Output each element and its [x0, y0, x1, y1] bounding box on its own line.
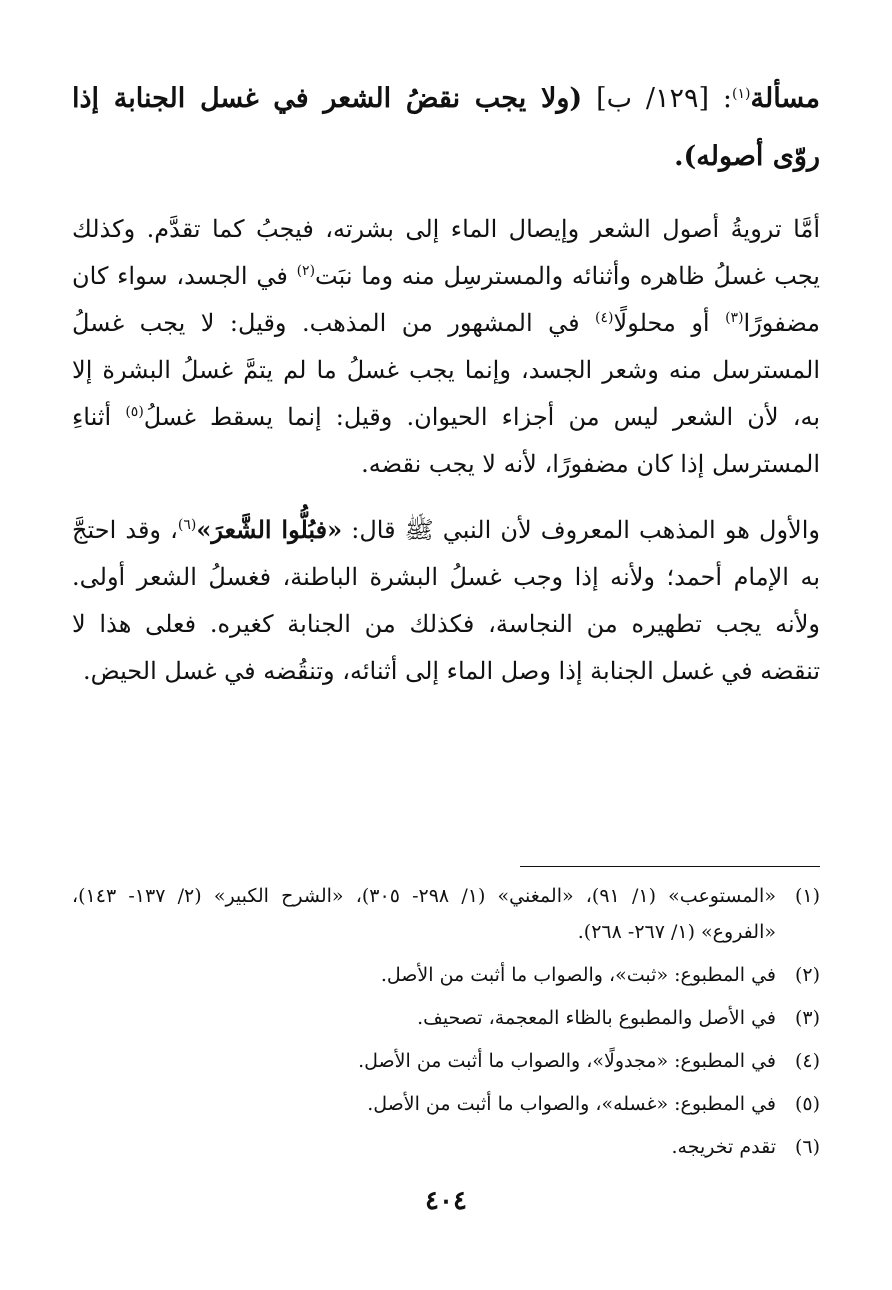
hadith-quote: «فبُلُّوا الشَّعرَ»	[196, 515, 343, 544]
paragraph-2-text-a: والأول هو المذهب المعروف لأن النبي ﷺ قال:	[351, 516, 820, 544]
footnote-item	[72, 878, 820, 950]
issue-label: مسألة	[750, 83, 820, 114]
footnote-number: (٣)	[794, 1007, 820, 1029]
main-text	[72, 70, 820, 713]
footnote-item	[72, 1043, 820, 1079]
paragraph-1-text-b: في الجسد، سواء كان مضفورًا	[72, 262, 820, 337]
footnote-text: في المطبوع: «مجدولًا»، والصواب ما أثبت من الأصل.	[358, 1050, 776, 1072]
footnote-item	[72, 1129, 820, 1165]
paragraph-1-text-c: أو محلولًا	[613, 309, 710, 337]
issue-text: (ولا يجب نقضُ الشعر في غسل الجنابة إذا روّى أصوله).	[72, 83, 820, 172]
footnote-ref-5: (٥)	[125, 404, 144, 420]
footnote-item	[72, 1086, 820, 1122]
footnote-ref-4: (٤)	[595, 310, 614, 326]
paragraph-1-text-a: أمَّا ترويةُ أصول الشعر وإيصال الماء إلى بشرته، فيجبُ كما تقدَّم. وكذلك يجب غسلُ ظاهره وأثنائه والمسترسِل منه وما نبَت	[72, 215, 820, 290]
paragraph-1-text-e: أثناءِ المسترسل إذا كان مضفورًا، لأنه لا يجب نقضه.	[72, 403, 820, 478]
footnote-number: (١)	[794, 885, 820, 907]
issue-heading	[72, 70, 820, 186]
footnote-separator	[520, 866, 820, 867]
footnote-item	[72, 957, 820, 993]
footnote-ref-1: (١)	[732, 86, 751, 102]
manuscript-ref: : [١٢٩/ ب]	[596, 83, 733, 114]
footnote-text: في المطبوع: «غسله»، والصواب ما أثبت من الأصل.	[367, 1093, 776, 1115]
footnote-text: في المطبوع: «ثبت»، والصواب ما أثبت من الأصل.	[380, 964, 776, 986]
footnote-number: (٢)	[794, 964, 820, 986]
footnote-number: (٦)	[794, 1136, 820, 1158]
paragraph-2-text-b: ، وقد احتجَّ به الإمام أحمد؛ ولأنه إذا وجب غسلُ البشرة الباطنة، فغسلُ الشعر أولى. ولأنه يجب تطهيره من النجاسة، فكذلك من الجنابة كغيره. فعلى هذا لا تنقضه في غسل الجنابة إذا وصل الماء إلى أثنائه، وتنقُضه في غسل الحيض.	[72, 516, 820, 685]
page-number: ٤٠٤	[425, 1186, 467, 1216]
paragraph-2	[72, 506, 820, 695]
footnote-text: في الأصل والمطبوع بالظاء المعجمة، تصحيف.	[417, 1007, 776, 1029]
footnote-text: تقدم تخريجه.	[671, 1136, 776, 1158]
footnote-item	[72, 1000, 820, 1036]
footnote-ref-3: (٣)	[725, 310, 744, 326]
paragraph-1-text-d: في المشهور من المذهب. وقيل: لا يجب غسلُ المسترسل منه وشعر الجسد، وإنما يجب غسلُ ما لم يتمَّ غسلُ البشرة إلا به، لأن الشعر ليس من أجزاء الحيوان. وقيل: إنما يسقط غسلُ	[72, 309, 820, 431]
footnote-ref-2: (٢)	[296, 263, 316, 279]
footnote-ref-6: (٦)	[177, 517, 197, 533]
paragraph-1	[72, 206, 820, 488]
footnotes	[72, 878, 820, 1172]
footnote-number: (٥)	[794, 1093, 820, 1115]
footnote-number: (٤)	[794, 1050, 820, 1072]
footnote-text: «المستوعب» (١/ ٩١)، «المغني» (١/ ٢٩٨- ٣٠٥)، «الشرح الكبير» (٢/ ١٣٧- ١٤٣)، «الفروع» (١/ ٢٦٧- ٢٦٨).	[72, 885, 776, 943]
